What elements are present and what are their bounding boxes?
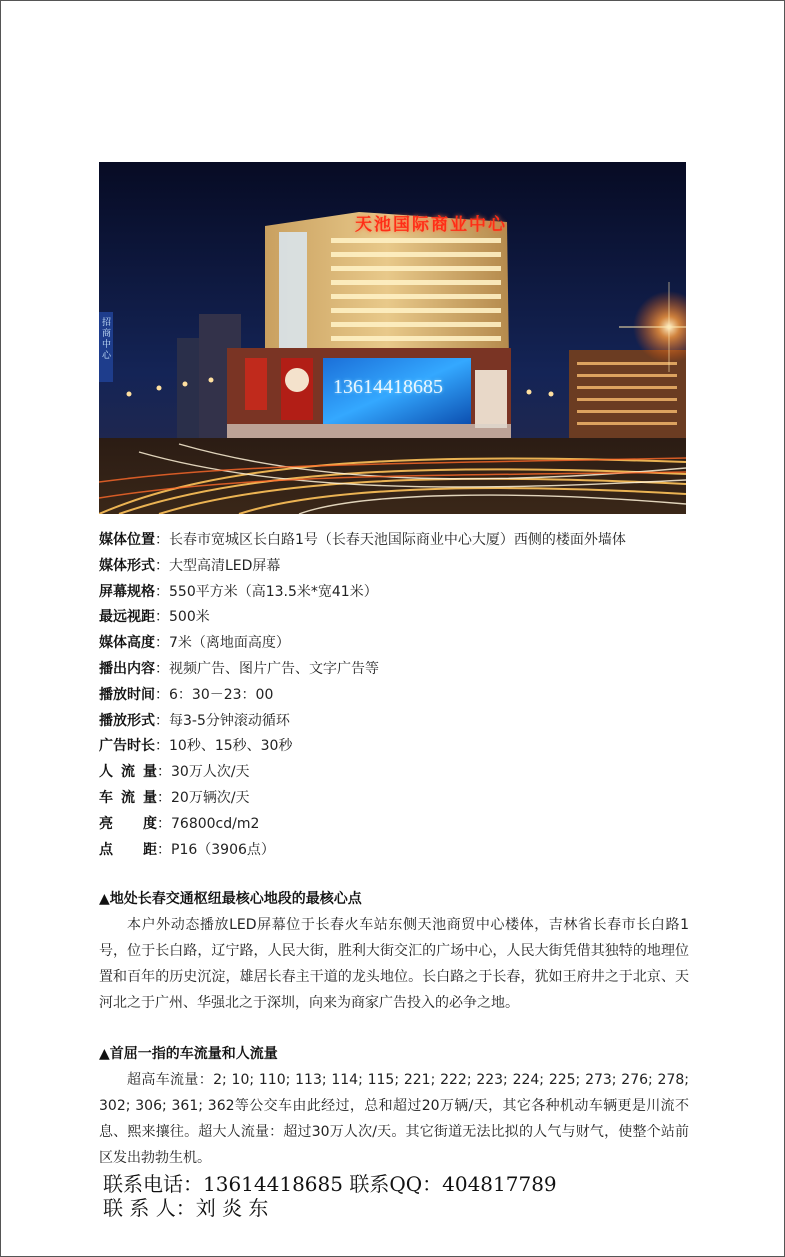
spec-row-ad-length: 广告时长：10秒、15秒、30秒 — [99, 734, 699, 760]
spec-label: 人流量 — [99, 764, 157, 781]
spec-row-size: 屏幕规格：550平方米（高13.5米*宽41米） — [99, 580, 699, 606]
spec-label: 播出内容 — [99, 660, 155, 677]
building-rooftop-sign: 天池国际商业中心 — [355, 215, 507, 235]
spec-row-time: 播放时间：6：30－23：00 — [99, 683, 699, 709]
spec-label: 点距 — [99, 841, 157, 858]
spec-row-brightness: 亮度：76800cd/m2 — [99, 812, 699, 838]
spec-label: 屏幕规格 — [99, 583, 155, 600]
spec-row-content: 播出内容：视频广告、图片广告、文字广告等 — [99, 657, 699, 683]
spec-label: 亮度 — [99, 815, 157, 832]
spec-row-pedestrian: 人流量：30万人次/天 — [99, 760, 699, 786]
spec-label: 媒体形式 — [99, 557, 155, 574]
spec-value: 视频广告、图片广告、文字广告等 — [169, 660, 379, 677]
spec-value: 6：30－23：00 — [169, 686, 274, 703]
spec-label: 播放时间 — [99, 686, 155, 703]
spec-value: 10秒、15秒、30秒 — [169, 738, 293, 755]
spec-row-pitch: 点距：P16（3906点） — [99, 838, 699, 864]
spec-value: 30万人次/天 — [171, 764, 250, 781]
spec-value: 76800cd/m2 — [171, 815, 260, 832]
spec-value: 7米（离地面高度） — [169, 635, 290, 652]
spec-value: 550平方米（高13.5米*宽41米） — [169, 583, 378, 600]
spec-row-play-mode: 播放形式：每3-5分钟滚动循环 — [99, 709, 699, 735]
spec-label: 车流量 — [99, 789, 157, 806]
section-location — [99, 886, 689, 1016]
side-lightbox-sign: 招商中心 — [101, 318, 111, 361]
section-traffic — [99, 1041, 689, 1171]
spec-label: 媒体高度 — [99, 635, 155, 652]
spec-row-traffic: 车流量：20万辆次/天 — [99, 786, 699, 812]
spec-row-location: 媒体位置：长春市宽城区长白路1号（长春天池国际商业中心大厦）西侧的楼面外墙体 — [99, 528, 699, 554]
spec-label: 播放形式 — [99, 712, 155, 729]
contact-person: 联 系 人：刘 炎 东 — [103, 1196, 269, 1220]
led-screen-phone: 13614418685 — [333, 376, 443, 398]
section-paragraph: 本户外动态播放LED屏幕位于长春火车站东侧天池商贸中心楼体，吉林省长春市长白路1号，位于长白路，辽宁路，人民大街，胜利大街交汇的广场中心，人民大街凭借其独特的地理位置和百年的历史沉淀，雄居长春主干道的龙头地位。长白路之于长春，犹如王府井之于北京、天河北之于广州、华强北之于深圳，向来为商家广告投入的必争之地。 — [99, 917, 689, 1011]
section-heading: ▲地处长春交通枢纽最核心地段的最核心点 — [99, 891, 362, 907]
spec-label: 媒体位置 — [99, 532, 155, 548]
spec-row-form: 媒体形式：大型高清LED屏幕 — [99, 554, 699, 580]
spec-row-view-distance: 最远视距：500米 — [99, 605, 699, 631]
spec-row-height: 媒体高度：7米（离地面高度） — [99, 631, 699, 657]
spec-value: 20万辆次/天 — [171, 789, 250, 806]
section-paragraph: 超高车流量：2; 10; 110; 113; 114; 115; 221; 222; 223; 224; 225; 273; 276; 278; 302; 306; 361; 362等公交车由此经过，总和超过20万辆/天，其它各种机动车辆更是川流不息、熙来攘往。超大人流量：超过30万人次/天。其它街道无法比拟的人气与财气，使整个站前区发出勃勃生机。 — [99, 1072, 689, 1166]
spec-value: 大型高清LED屏幕 — [169, 557, 281, 574]
section-heading: ▲首屈一指的车流量和人流量 — [99, 1046, 278, 1062]
spec-value: 500米 — [169, 609, 210, 626]
spec-value: 每3-5分钟滚动循环 — [169, 712, 290, 729]
spec-value: P16（3906点） — [171, 841, 275, 858]
spec-list — [99, 528, 699, 863]
contact-phone-qq: 联系电话：13614418685 联系QQ：404817789 — [103, 1172, 557, 1196]
spec-label: 最远视距 — [99, 609, 155, 626]
spec-label: 广告时长 — [99, 738, 155, 755]
spec-value: 长春市宽城区长白路1号（长春天池国际商业中心大厦）西侧的楼面外墙体 — [169, 532, 626, 548]
